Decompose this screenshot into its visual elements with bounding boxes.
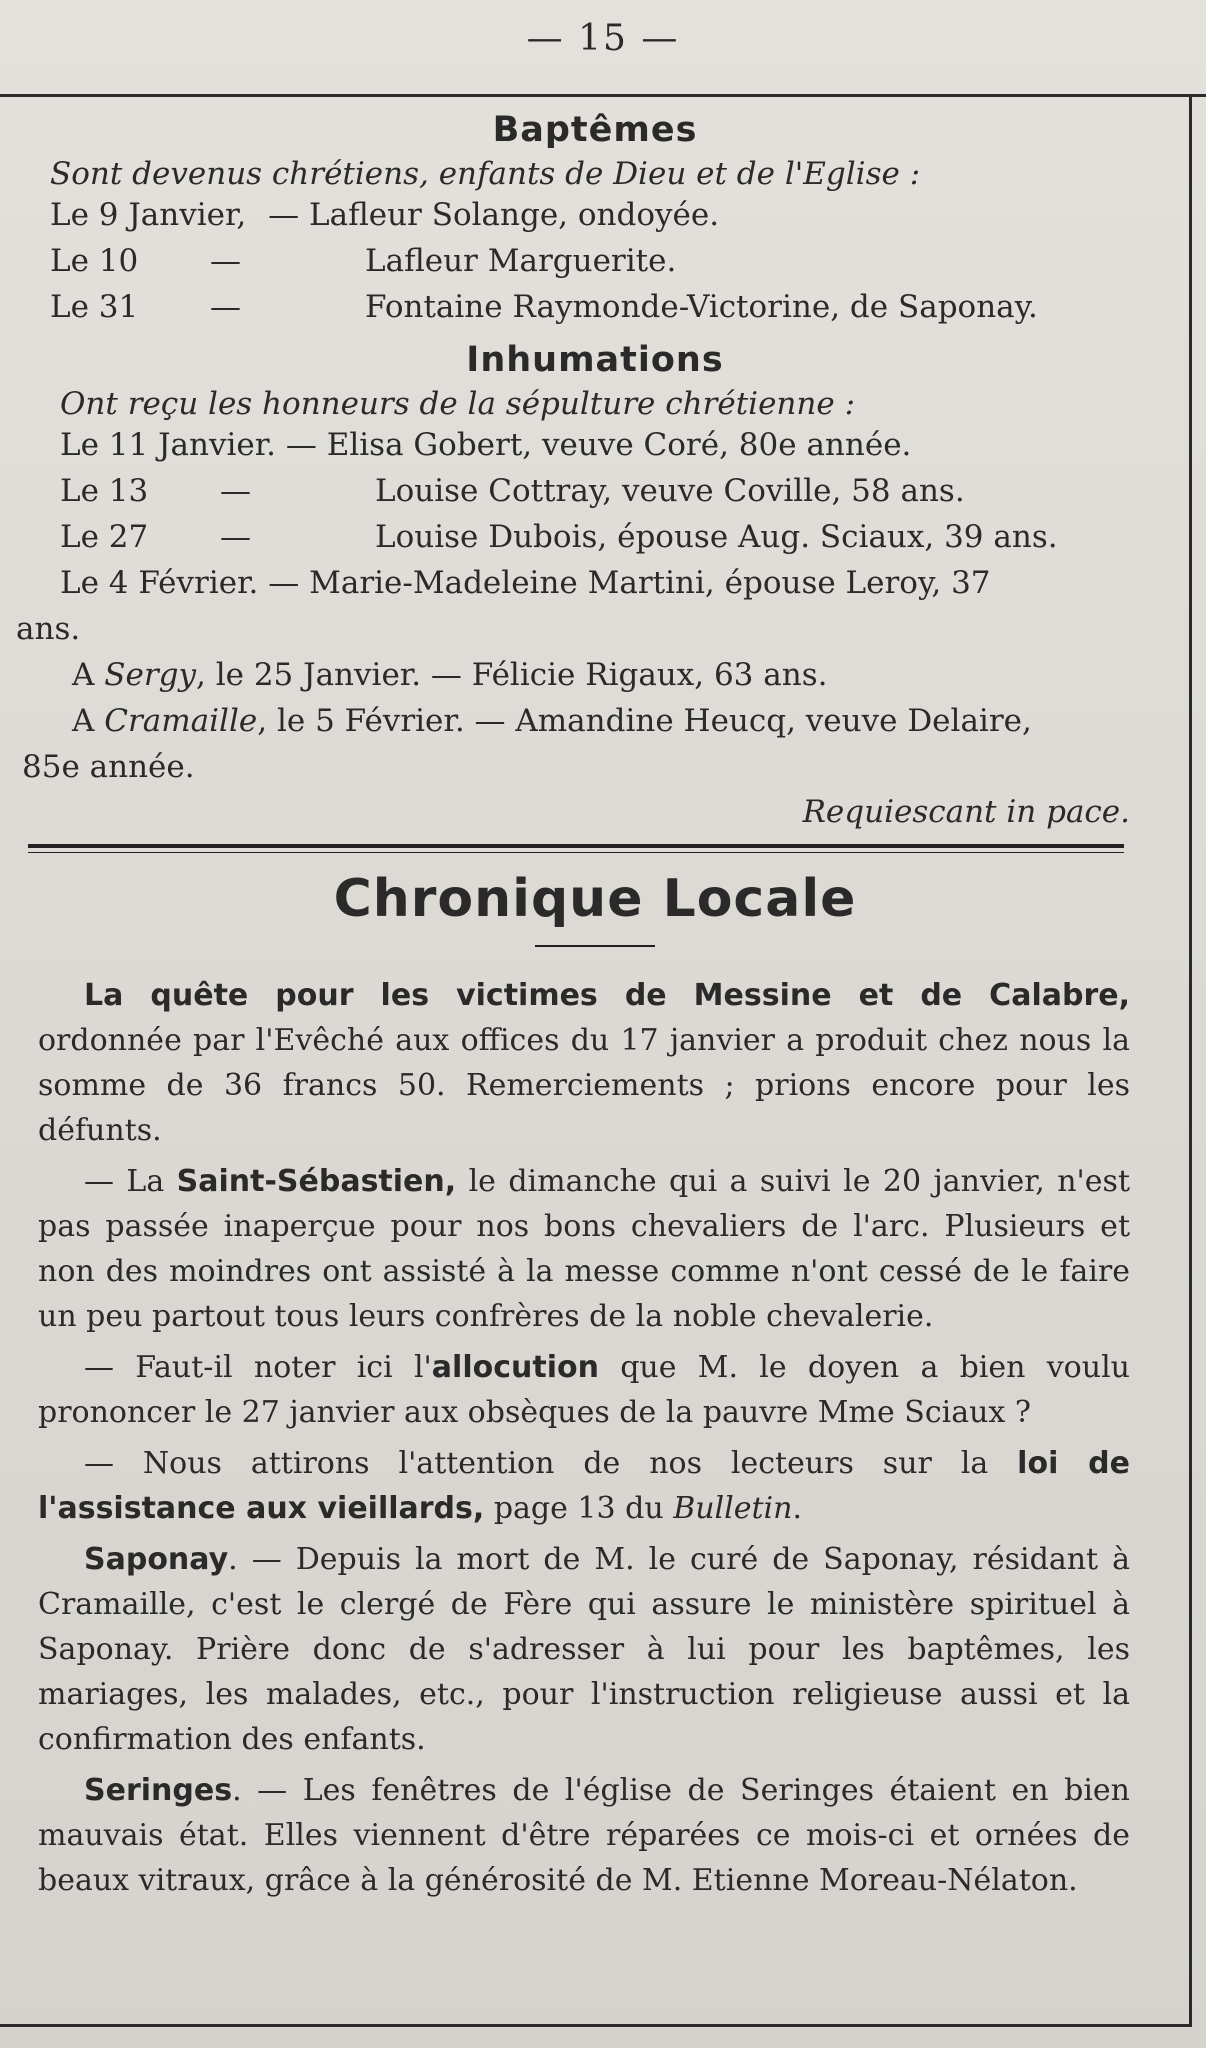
title-underline xyxy=(535,945,655,947)
list-item: A Sergy, le 25 Janvier. — Félicie Rigaux, 63 ans. xyxy=(72,657,828,693)
list-item: Le 4 Février. — Marie-Madeleine Martini, épouse Leroy, 37 xyxy=(60,565,991,601)
list-item: Le 11 Janvier. — Elisa Gobert, veuve Coré, 80e année. xyxy=(60,427,912,463)
paragraph-saint-sebastien: — La Saint-Sébastien, le dimanche qui a suivi le 20 janvier, n'est pas passée inaperçue pour nos bons chevaliers de l'arc. Plusieurs et non des moindres ont assisté à la messe comme n'ont cessé de le faire un peu partout tous leurs confrères de la noble chevalerie. xyxy=(38,1164,1131,1334)
inhumations-list xyxy=(60,422,1190,606)
list-item-continuation: ans. xyxy=(16,611,81,647)
baptemes-list xyxy=(50,192,1190,330)
frame-bottom-rule xyxy=(0,2024,1192,2027)
list-item: Le 31 — Fontaine Raymonde-Victorine, de Saponay. xyxy=(50,289,1038,325)
inhumations-section xyxy=(0,340,1190,830)
list-item: Le 13 — Louise Cottray, veuve Coville, 58 ans. xyxy=(60,473,965,509)
paragraph-quete: La quête pour les victimes de Messine et de Calabre, ordonnée par l'Evêché aux offices du 17 janvier a produit chez nous la somme de 36 francs 50. Remerciements ; prions encore pour les défunts. xyxy=(38,978,1130,1148)
place-cramaille: Cramaille xyxy=(104,703,258,739)
section-divider xyxy=(28,844,1124,853)
paragraph-seringes: Seringes. — Les fenêtres de l'église de Seringes étaient en bien mauvais état. Elles viennent d'être réparées ce mois-ci et ornées de beaux vitraux, grâce à la générosité de M. Etienne Moreau-Nélaton. xyxy=(38,1773,1130,1898)
list-item: A Cramaille, le 5 Février. — Amandine Heucq, veuve Delaire, xyxy=(72,703,1032,739)
paragraph-saponay: Saponay. — Depuis la mort de M. le curé de Saponay, résidant à Cramaille, c'est le clergé de Fère qui assure le ministère spirituel à Saponay. Prière donc de s'adresser à lui pour les baptêmes, les mariages, les malades, etc., pour l'instruction religieuse aussi et la confirmation des enfants. xyxy=(38,1542,1130,1757)
list-item-continuation: 85e année. xyxy=(22,749,195,785)
paragraph-allocution: — Faut-il noter ici l'allocution que M. le doyen a bien voulu prononcer le 27 janvier aux obsèques de la pauvre Mme Sciaux ? xyxy=(38,1350,1130,1430)
closing-line: Requiescant in pace. xyxy=(802,794,1130,830)
baptemes-intro: Sont devenus chrétiens, enfants de Dieu et de l'Eglise : xyxy=(50,156,921,192)
page-number: — 15 — xyxy=(526,18,680,59)
list-item: Le 10 — Lafleur Marguerite. xyxy=(50,243,677,279)
paragraph-loi-assistance: — Nous attirons l'attention de nos lecteurs sur la loi de l'assistance aux vieillards, page 13 du Bulletin. xyxy=(38,1446,1130,1526)
frame-top-rule xyxy=(0,94,1206,97)
content xyxy=(0,110,1190,1909)
place-sergy: Sergy xyxy=(104,657,197,693)
chronique-title: Chronique Locale xyxy=(333,869,857,929)
list-item: Le 27 — Louise Dubois, épouse Aug. Sciaux, 39 ans. xyxy=(60,519,1058,555)
inhumations-title: Inhumations xyxy=(466,340,724,380)
baptemes-title: Baptêmes xyxy=(492,110,698,150)
chronique-section xyxy=(0,869,1190,1903)
inhumations-intro: Ont reçu les honneurs de la sépulture chrétienne : xyxy=(60,386,856,422)
list-item: Le 9 Janvier, — Lafleur Solange, ondoyée. xyxy=(50,197,720,233)
baptemes-section xyxy=(0,110,1190,330)
